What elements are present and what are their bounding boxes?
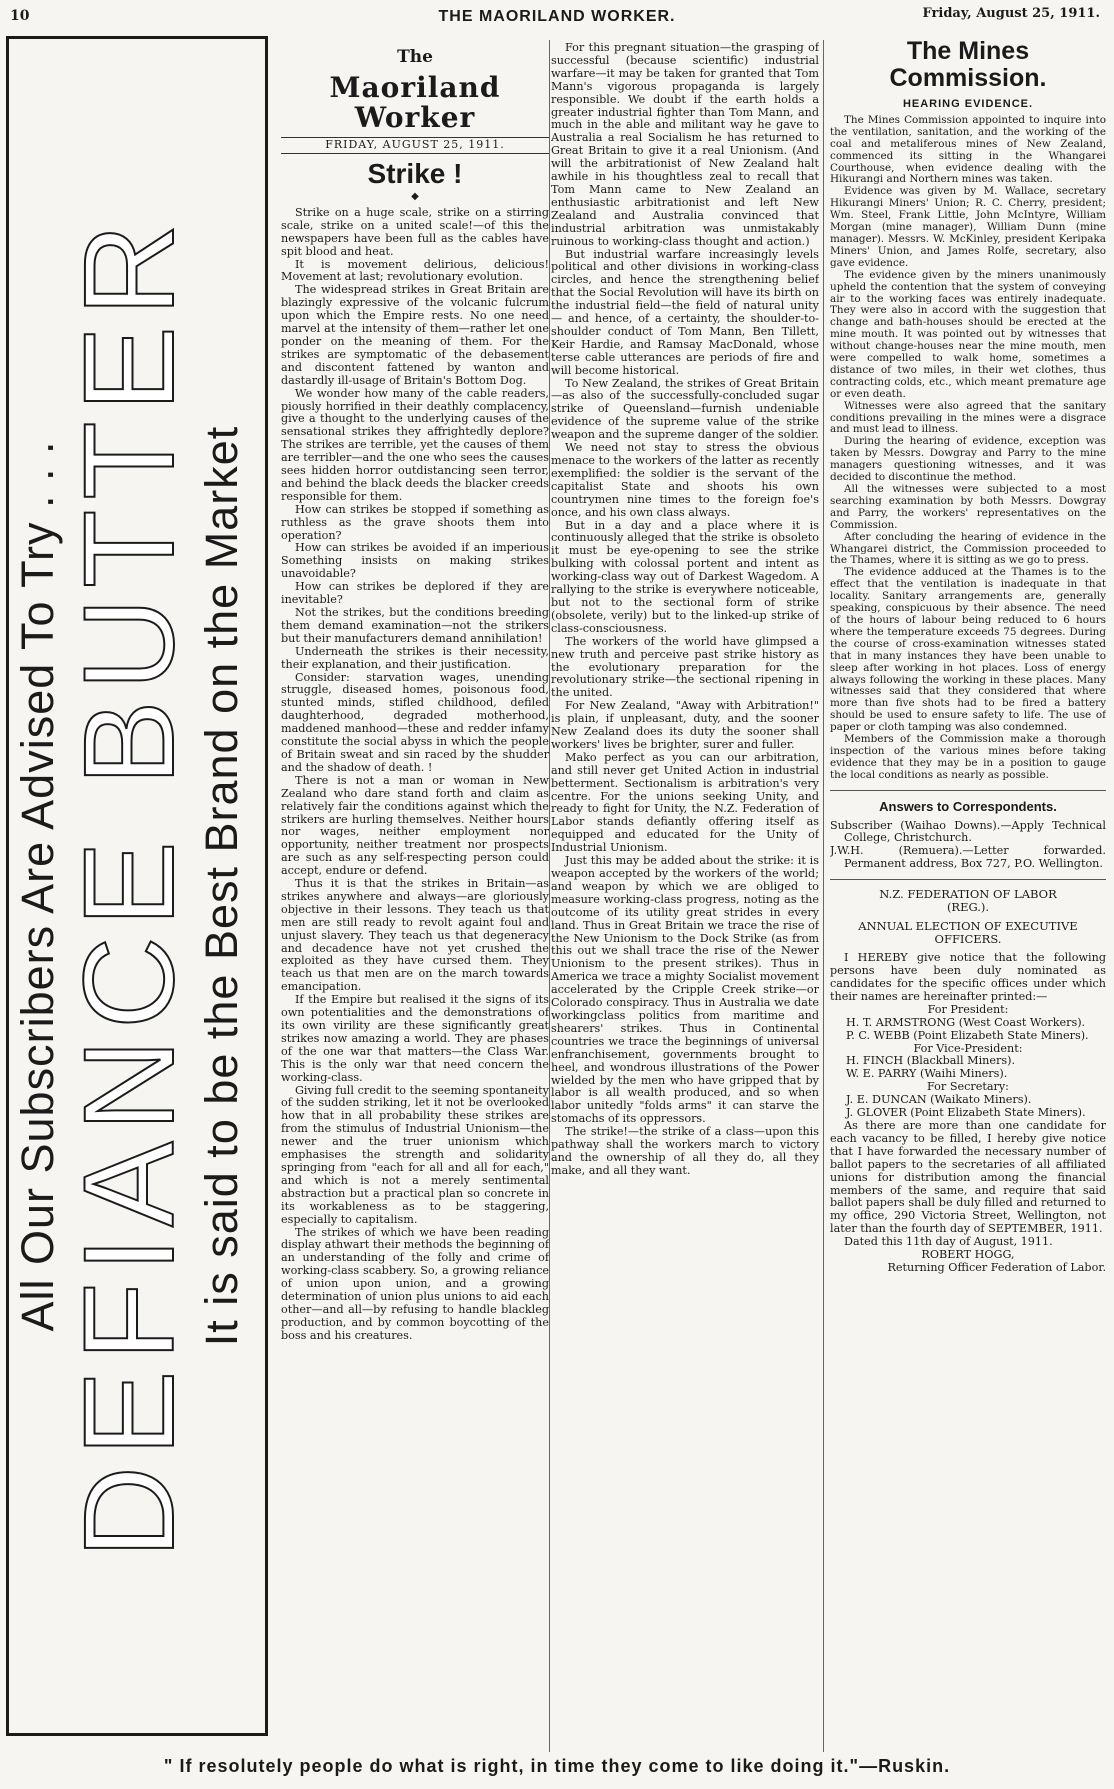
editorial-paragraph: The widespread strikes in Great Britain are blazingly expressive of the volcanic fulcrum upon which the Empire rests. No one need marvel at the intensity of them—rather let one ponder on the meaning of them. For the strikes are symptomatic of the debasement and discontent fattened by wanton and dastardly ill-usage of Britain's Bottom Dog. bbox=[281, 283, 549, 387]
candidate: P. C. WEBB (Point Elizabeth State Miners). bbox=[846, 1028, 1089, 1042]
editorial-paragraph: For this pregnant situation—the grasping of successful (because scientific) industrial warfare—it may be taken for granted that Tom Mann's vigorous propaganda is largely responsible. We doubt if the earth holds a greater industrial fighter than Tom Mann, and much in the able and militant way he gave to Australia a real Socialism he has returned to Great Britain to give it a real Unionism. (And will the arbitrationist of New Zealand halt awhile in his thoughtless zeal to recall that Tom Mann came to New Zealand an enthusiastic arbitrationist and left New Zealand and Australia convinced that industrial arbitration was unmistakably ruinous to working-class thought and action.) bbox=[551, 42, 819, 248]
mines-commission-title: The Mines Commission. bbox=[889, 38, 1047, 92]
candidate: W. E. PARRY (Waihi Miners). bbox=[846, 1067, 1008, 1081]
answers-title: Answers to Correspondents. bbox=[879, 798, 1057, 814]
editorial-title: Strike ! bbox=[367, 157, 463, 189]
section-divider bbox=[830, 790, 1106, 791]
editorial-paragraph: How can strikes be stopped if something as ruthless as the grave shoots them into operation? bbox=[281, 502, 549, 542]
editorial-paragraph: Mako perfect as you can our arbitration, and still never get United Action in industrial betterment. Sectionalism is arbitration's very centre. For the unions seeking Unity, and ready to fight for Unity, the N.Z. Federation of Labor stands defiantly offering itself as equipped and educated for the Unity of Industrial Unionism. bbox=[551, 750, 819, 855]
candidate: H. FINCH (Blackball Miners). bbox=[846, 1054, 1016, 1068]
ballot-notice: As there are more than one candidate for each vacancy to be filled, I hereby give notice that I have forwarded the necessary number of ballot papers to the secretaries of all affiliated unions for distribution among the financial members of the same, and require that said ballot papers shall be duly filled and returned to my office, 290 Victoria Street, Wellington, not later than the fourth day of SEPTEMBER, 1911. bbox=[830, 1118, 1106, 1236]
mines-paragraph: The evidence adduced at the Thames is to the effect that the ventilation is inadequate in that locality. Sanitary arrangements are, generally speaking, conspicuous by their absence. The need of the hours of labour being reduced to 6 hours where the temperature exceeds 75 degrees. During the course of cross-examination witnesses stated that in many instances they have been unable to sleep after working in hot places. Loss of energy always following the working in these places. Many witnesses said that they considered that where more than five shots had to be fired a battery should be used to ensure safety to life. The use of paper or cloth tamping was also condemned. bbox=[830, 566, 1106, 734]
editorial-paragraph: It is movement delirious, delicious! Movement at last; revolutionary evolution. bbox=[281, 257, 549, 284]
mines-commission-subtitle: HEARING EVIDENCE. bbox=[902, 98, 1034, 110]
election-intro: I HEREBY give notice that the following persons have been duly nominated as candidates for the specific offices under which their names are hereinafter printed:— bbox=[830, 951, 1106, 1003]
editorial-dateline: FRIDAY, AUGUST 25, 1911. bbox=[281, 137, 549, 154]
editorial-paragraph: How can strikes be avoided if an imperious Something insists on making strikes unavoidable? bbox=[281, 541, 549, 581]
editorial-paragraph: But industrial warfare increasingly levels political and other divisions in working-class circles, and hence the strengthening belief that the Social Revolution will have its birth on the industrial field—the field of natural unity — and hence, of a certainty, the shoulder-to-shoulder conduct of Tom Mann, Ben Tillett, Keir Hardie, and Ramsay MacDonald, whose terse cable utterances are periods of fire and will become historical. bbox=[551, 247, 819, 377]
editorial-paragraph: How can strikes be deplored if they are inevitable? bbox=[281, 580, 549, 607]
column-rule bbox=[549, 40, 550, 1752]
editorial-paragraph: The strikes of which we have been reading display athwart their methods the beginning of an understanding of the folly and crime of working-class scabbery. So, a growing reliance of union upon union, and a growing determination of union plus unions to aid each other—and all—by refusing to handle blackleg production, and by common boycotting of the boss and his creatures. bbox=[281, 1225, 549, 1342]
editorial-paragraph: Consider: starvation wages, unending struggle, diseased homes, poisonous food, stunted minds, stifled childhood, defiled daughterhood, degraded motherhood, maddened manhood—these and redder infamy constitute the social abyss in which the people of Britain sweat and sin raced by the shudder and the shadow of death. ! bbox=[281, 670, 549, 774]
editorial-paragraph: Strike on a huge scale, strike on a stirring scale, strike on a united scale!—of this the newspapers have been full as the cables have spit blood and heat. bbox=[281, 205, 549, 258]
page-number: 10 bbox=[10, 8, 30, 24]
role-secretary: For Secretary: bbox=[927, 1080, 1009, 1094]
editorial-paragraph: Underneath the strikes is their necessity, their explanation, and their justification. bbox=[281, 644, 549, 671]
signatory-name: ROBERT HOGG, bbox=[921, 1248, 1015, 1262]
signatory-title: Returning Officer Federation of Labor. bbox=[887, 1260, 1106, 1274]
answer-entry: Subscriber (Waihao Downs).—Apply Technical College, Christchurch. bbox=[830, 818, 1106, 845]
masthead: THE MAORILAND WORKER. bbox=[438, 8, 676, 25]
advert-brand: DEFIANCE BUTTER bbox=[58, 213, 201, 1559]
butter-advertisement bbox=[6, 36, 268, 1736]
mines-paragraph: All the witnesses were subjected to a most searching examination by both Messrs. Dowgray and Parry, the workers' representatives on the Commission. bbox=[830, 483, 1106, 531]
ornament-icon: ◆ bbox=[411, 190, 419, 202]
editorial-paragraph: Just this may be added about the strike: it is weapon accepted by the workers of the world; and weapon by which we are obliged to measure working-class progress, noting as the outcome of its utility great strides in every land. Thus in Great Britain we trace the rise of the New Unionism to the Dock Strike (as from this out we shall trace the rise of the Newer Unionism to the present strikes). Thus in America we trace a mighty Socialist movement accelerated by the Cripple Creek strike—or Colorado conspiracy. Thus in Australia we date workingclass politics from maritime and shearers' strikes. Thus in Continental countries we trace the beginnings of universal enfranchisement, governments brought to heel, and wondrous illustrations of the Power wielded by the men who have gripped that by labor is all wealth produced, and so when labor unitedly "folds arms" it can starve the stomachs of its oppressors. bbox=[551, 854, 819, 1126]
editorial-paragraph: The workers of the world have glimpsed a new truth and perceive past strike history as the evolutionary preparation for the revolutionary strike—the sectional ripening in the united. bbox=[551, 634, 819, 700]
mines-paragraph: The Mines Commission appointed to inquire into the ventilation, sanitation, and the working of the coal and metaliferous mines of New Zealand, commenced its sitting in the Whangarei Courthouse, when evidence dealing with the Hikurangi and Northern mines was taken. bbox=[830, 113, 1106, 186]
editorial-paragraph: But in a day and a place where it is continuously alleged that the strike is obsoleto it must be eye-opening to see the strike bulking with colossal portent and intent as working-class way out of Darkest Wagedom. A rallying to the strike is everywhere noticeable, but not to the sectional form of strike (obsolete, verily) but to the linked-up strike of class-consciousness. bbox=[551, 518, 819, 635]
news-column-3 bbox=[830, 38, 1106, 1754]
issue-date: Friday, August 25, 1911. bbox=[922, 6, 1100, 21]
role-president: For President: bbox=[927, 1002, 1009, 1016]
editorial-paragraph: We need not stay to stress the obvious menace to the workers of the latter as recently exemplified: the soldier is the servant of the capitalist State and shoots his own countrymen nine times to the foreign foe's once, and his own class always. bbox=[551, 441, 819, 519]
editorial-paragraph: To New Zealand, the strikes of Great Britain—as also of the successfully-concluded sugar strike of Queensland—furnish undeniable evidence of the supreme value of the strike weapon and the supreme danger of the soldier. bbox=[551, 376, 819, 442]
advert-line-1: All Our Subscribers Are Advised To Try . . . bbox=[12, 440, 63, 1332]
mines-paragraph: Witnesses were also agreed that the sanitary conditions prevailing in the mines were a disgrace and must lead to illness. bbox=[830, 399, 1106, 436]
candidate: J. E. DUNCAN (Waikato Miners). bbox=[846, 1093, 1032, 1107]
federation-title: N.Z. FEDERATION OF LABOR bbox=[879, 887, 1057, 902]
editorial-paragraph: If the Empire but realised it the signs of its own potentialities and the demonstrations of its own virility are these significantly great strikes now amazing a world. They are phases of the one war that matters—the Class War. This is the only war that need concern the working-class. bbox=[281, 993, 549, 1084]
role-vice-president: For Vice-President: bbox=[913, 1041, 1023, 1055]
editorial-column-1 bbox=[281, 42, 549, 1755]
page-header bbox=[0, 0, 1114, 30]
editorial-paragraph: The strike!—the strike of a class—upon this pathway shall the workers march to victory and the ownership of all they do, all they make, and all they want. bbox=[551, 1125, 819, 1177]
advert-line-3: It is said to be the Best Brand on the Market bbox=[196, 425, 247, 1347]
editorial-paragraph: Giving full credit to the seeming spontaneity of the sudden striking, let it not be overlooked how that in all probability these strikes are from the stimulus of Industrial Unionism—the newer and the truer unionism which emphasises the strength and solidarity springing from "each for all and all for each," and which is not a merely sentimental abstraction but a practical plan so concrete in its workableness as to be staggering, especially to capitalism. bbox=[281, 1083, 549, 1226]
dated-line: Dated this 11th day of August, 1911. bbox=[844, 1235, 1053, 1249]
editorial-paragraph: We wonder how many of the cable readers, piously horrified in their deathly complacency, give a thought to the underlying causes of the sensational strikes they affrightedly deplore? The strikes are terrible, yet the causes of them are terribler—and the one who sees the causes sees hidden horror outdistancing seen terror, and behind the black deeds the blacker creeds responsible for them. bbox=[281, 386, 549, 503]
ruskin-quote: " If resolutely people do what is right, in time they come to like doing it."—Ruskin. bbox=[163, 1756, 951, 1776]
editorial-column-2 bbox=[551, 42, 819, 1755]
editorial-paragraph: Thus it is that the strikes in Britain—as strikes anywhere and always—are gloriously objective in their lessons. They teach us that men are still ready to revolt againt foul and unjust slavery. They teach us that degeneracy and decadence have not yet crushed the exploited as they have cursed them. They teach us that men are on the march towards emancipation. bbox=[281, 877, 549, 994]
candidate: J. GLOVER (Point Elizabeth State Miners). bbox=[846, 1106, 1086, 1120]
editorial-paragraph: There is not a man or woman in New Zealand who dare stand forth and claim as relatively fair the conditions against which the strikers are hurling themselves. Neither hours nor wages, neither employment nor opportunity, neither treatment nor prospects are such as any self-respecting person could accept, endure or defend. bbox=[281, 773, 549, 878]
candidate: H. T. ARMSTRONG (West Coast Workers). bbox=[846, 1015, 1086, 1029]
mines-paragraph: Members of the Commission make a thorough inspection of the various mines before taking evidence that they may be in a position to gauge the local conditions as nearly as possible. bbox=[830, 733, 1106, 781]
election-subtitle: ANNUAL ELECTION OF EXECUTIVE OFFICERS. bbox=[858, 919, 1078, 947]
federation-reg: (REG.). bbox=[946, 900, 990, 915]
mines-paragraph: The evidence given by the miners unanimously upheld the contention that the system of conveying air to the working faces was entirely inadequate. They were also in accord with the suggestion that change and bath-houses should be erected at the mine mouth. It was pointed out by witnesses that without change-houses near the mine mouth, men were compelled to walk home, sometimes a distance of two miles, in their wet clothes, thus contracting colds, etc., which meant premature age or even death. bbox=[830, 268, 1106, 400]
mines-paragraph: After concluding the hearing of evidence in the Whangarei district, the Commission proceeded to the Thames, where it is sitting as we go to press. bbox=[830, 530, 1106, 567]
answer-entry: J.W.H. (Remuera).—Letter forwarded. Permanent address, Box 727, P.O. Wellington. bbox=[830, 844, 1106, 871]
column-rule bbox=[823, 40, 824, 1752]
paper-name-the: The bbox=[397, 47, 433, 67]
mines-paragraph: Evidence was given by M. Wallace, secretary Hikurangi Miners' Union; R. C. Cherry, president; Wm. Steel, Frank Little, John McIntyre, William Morgan (mine manager), William Dunn (mine manager). Messrs. W. McKinley, president Keripaka Miners' Union, and James Rolfe, secretary, also gave evidence. bbox=[830, 185, 1106, 269]
editorial-paragraph: Not the strikes, but the conditions breeding them demand examination—not the strikers but their manufacturers demand annihilation! bbox=[281, 606, 549, 645]
paper-name: Maoriland Worker bbox=[329, 71, 501, 134]
mines-paragraph: During the hearing of evidence, exception was taken by Messrs. Dowgray and Parry to the mine managers questioning witnesses, and it was decided to discontinue the method. bbox=[830, 435, 1106, 484]
editorial-paragraph: For New Zealand, "Away with Arbitration!" is plain, if unpleasant, duty, and the sooner New Zealand does its duty the sooner shall workers' lives be brighter, surer and fuller. bbox=[551, 699, 819, 751]
section-divider bbox=[830, 879, 1106, 880]
